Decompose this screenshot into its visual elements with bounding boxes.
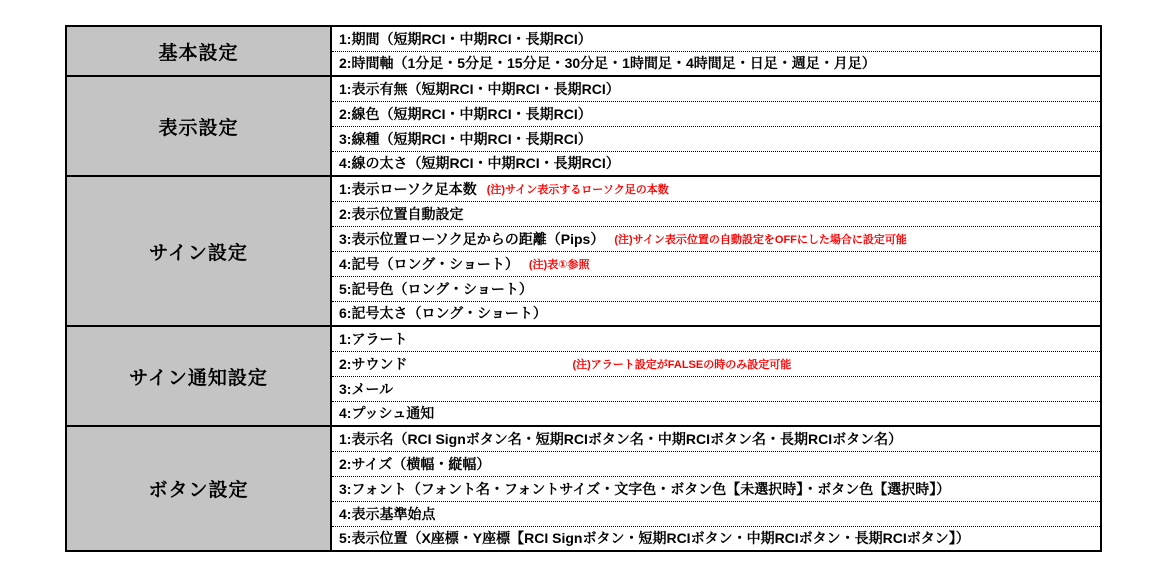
setting-text: 2:サイズ（横幅・縦幅） (339, 455, 491, 472)
setting-text: 1:表示有無（短期RCI・中期RCI・長期RCI） (339, 80, 620, 97)
setting-cell (331, 201, 1101, 226)
setting-cell (331, 351, 1101, 376)
setting-text: 3:フォント（フォント名・フォントサイズ・文字色・ボタン色【未選択時】・ボタン色【選択時】） (339, 480, 951, 497)
setting-cell (331, 226, 1101, 251)
setting-text: 1:期間（短期RCI・中期RCI・長期RCI） (339, 30, 592, 47)
setting-cell (331, 376, 1101, 401)
settings-table-wrap (65, 25, 1102, 552)
category-cell: 表示設定 (66, 76, 331, 176)
setting-note: (注)サイン表示するローソク足の本数 (486, 183, 669, 196)
table-row (66, 176, 1101, 201)
table-row (66, 76, 1101, 101)
setting-text: 4:記号（ロング・ショート） (339, 255, 519, 272)
setting-cell (331, 101, 1101, 126)
table-row (66, 26, 1101, 51)
category-cell: 基本設定 (66, 26, 331, 76)
setting-text: 2:線色（短期RCI・中期RCI・長期RCI） (339, 105, 592, 122)
setting-text: 2:表示位置自動設定 (339, 205, 464, 222)
category-cell: サイン通知設定 (66, 326, 331, 426)
setting-text: 5:記号色（ロング・ショート） (339, 280, 533, 297)
category-cell: ボタン設定 (66, 426, 331, 551)
setting-cell (331, 51, 1101, 76)
table-row (66, 326, 1101, 351)
setting-text: 1:表示ローソク足本数 (339, 180, 477, 197)
setting-cell (331, 251, 1101, 276)
category-cell: サイン設定 (66, 176, 331, 326)
setting-cell (331, 401, 1101, 426)
setting-text: 4:表示基準始点 (339, 505, 436, 522)
setting-note: (注)表①参照 (528, 258, 590, 271)
setting-text: 2:サウンド (339, 355, 408, 372)
setting-cell (331, 451, 1101, 476)
table-row (66, 426, 1101, 451)
setting-text: 3:メール (339, 380, 394, 397)
settings-table (65, 25, 1102, 552)
setting-cell (331, 76, 1101, 101)
setting-text: 2:時間軸（1分足・5分足・15分足・30分足・1時間足・4時間足・日足・週足・月足） (339, 55, 876, 72)
settings-table-body (66, 26, 1101, 551)
setting-cell (331, 526, 1101, 551)
setting-note: (注)サイン表示位置の自動設定をOFFにした場合に設定可能 (614, 233, 907, 246)
setting-cell (331, 426, 1101, 451)
setting-text: 4:プッシュ通知 (339, 405, 435, 422)
setting-note: (注)アラート設定がFALSEの時のみ設定可能 (572, 358, 792, 371)
setting-text: 3:表示位置ローソク足からの距離（Pips） (339, 230, 605, 247)
setting-text: 6:記号太さ（ロング・ショート） (339, 305, 547, 322)
setting-cell (331, 476, 1101, 501)
setting-cell (331, 326, 1101, 351)
setting-text: 5:表示位置（X座標・Y座標【RCI Signボタン・短期RCIボタン・中期RCIボタン・長期RCIボタン】） (339, 530, 970, 547)
setting-text: 1:アラート (339, 330, 408, 347)
setting-text: 3:線種（短期RCI・中期RCI・長期RCI） (339, 130, 592, 147)
setting-cell (331, 276, 1101, 301)
setting-cell (331, 151, 1101, 176)
setting-text: 4:線の太さ（短期RCI・中期RCI・長期RCI） (339, 155, 620, 172)
setting-text: 1:表示名（RCI Signボタン名・短期RCIボタン名・中期RCIボタン名・長期RCIボタン名） (339, 430, 903, 447)
setting-cell (331, 126, 1101, 151)
setting-cell (331, 176, 1101, 201)
setting-cell (331, 501, 1101, 526)
setting-cell (331, 26, 1101, 51)
setting-cell (331, 301, 1101, 326)
